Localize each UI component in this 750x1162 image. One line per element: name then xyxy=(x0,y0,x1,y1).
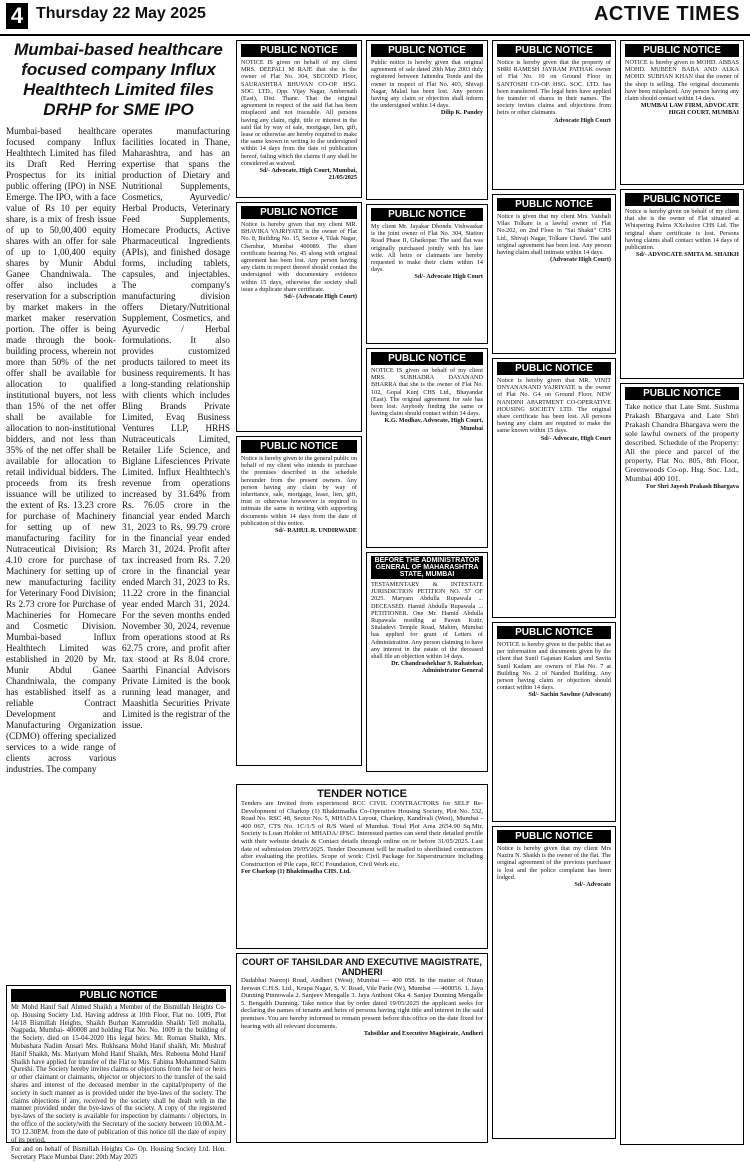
masthead: ACTIVE TIMES xyxy=(593,3,740,25)
public-notice: PUBLIC NOTICE NOTICE is hereby given to MOHD. ABBAS MOHD. MUBEEN BABA AND ALKA MOHD. SUBHAN KHAN that the owner of the shop is selling. The original documents have been misplaced. Any person having any claim should contact within 14 days. MUMBAI LAW FIRM, ADVOCATE HIGH COURT, MUMBAI xyxy=(620,40,744,185)
public-notice: PUBLIC NOTICE NOTICE is hereby given to the public that as per information and documents given by the client that Sunil Gajanan Kadam and Savita Sunil Kadam are owners of Flat No. 7 at Building No. 2 of Nanded Building. Any person having claim or objection should contact within 14 days. Sd/- Sachin Sawhne (Advocate) xyxy=(492,622,616,822)
notice-footer: For and on behalf of Bismillah Heights Co- Op. Housing Society Ltd. Hon. Secretary Place Mumbai Date: 20th May 2025 xyxy=(11,1146,226,1162)
tender-notice xyxy=(236,784,488,949)
lead-article xyxy=(6,40,231,980)
public-notice: PUBLIC NOTICE Notice is hereby given that MR. VINIT DNYANANAND VAJRIYATE is the owner of Flat No. G4 on Ground Floor, NEW NANDINI APARTMENT CO-OPERATIVE HOUSING SOCIETY LTD. The original share certificate has been lost. All persons having any claim are required to make the same known within 15 days. Sd/- Advocate, High Court xyxy=(492,358,616,618)
court-body: Dadabhai Naoroji Road, Andheri (West), Mumbai — 400 058. In the matter of Nutan Jeewan C.H.S. Ltd., Krupa Nagar, S. V. Road, Vile Parle (W), Mumbai — 400056. 1. Jaya Dunning Pinnowala 2. Sanjeev Mengalle 3. Jaya Anthoni Oka 4. Sanjay Dunning Mengalle 5. Bengalth Dunning. Take notice that by order dated 19/05/2025 the applicant seeks for declaring the names of tenants and heirs of persons having right title and interest in the said premises. You are hereby informed to remain present before this office on the date fixed for hearing with all relevant documents. xyxy=(241,977,483,1030)
public-notice: PUBLIC NOTICE NOTICE IS given on behalf of my client MRS. DEEPALI M RAJE that she is the owner of Flat No. 304, SECOND Floor, SAURASHTRA BHUVAN CO-OP. HSG. SOC. LTD., Opp. Vijay Nagar, Ambernath (East), Dist. Thane. That the original agreement in respect of the said flat has been misplaced and not traceable. All persons having any claim, right, title or interest in the said flat by way of sale, mortgage, lien, gift, lease or otherwise are hereby required to make the same known in writing to the undersigned within 14 days from the date of publication hereof, failing which the claims if any shall be considered as waived. Sd/- Advocate, High Court, Mumbai, 21/05/2025 xyxy=(236,40,362,198)
public-notice: PUBLIC NOTICE Notice is hereby given on behalf of my client that she is the owner of Flat situated at Whispering Palms XXclusive CHS Ltd. The original share certificate is lost. Persons having claims shall contact within 14 days of publication. Sd/- ADVOCATE SMITA M. SHAIKH xyxy=(620,189,744,379)
public-notice: PUBLIC NOTICE Notice is given that my client Mrs. Vaishali Vilas Tolkare is a lawful owner of Flat No.202, on 2nd Floor in "Sai Shakti" CHS Ltd., Shivaji Nagar, Tolkare Chawl. The said original agreement has been lost. Any person having claim shall intimate within 14 days. (Advocate High Court) xyxy=(492,194,616,354)
lead-body-col1: Mumbai-based healthcare focused company Influx Healthtech Limited has filed its Draft Red Herring Prospectus for its initial public offering (IPO) in NSE Emerge. The IPO, with a face value of Rs 10 per equity share, is a mix of fresh issue of up to 50,00,400 equity shares with an offer for sale of up to 1,00,400 equity shares by Munir Abdul Ganee Chandniwala. The offer also includes a reservation for a subscription by market makers in the market maker reservation portion. The offer is being made through the book-building process, wherein not more than 50% of the net offer shall be available for allocation to qualified institutional buyers, not less than 15% of the net offer shall be available for allocation to non-institutional bidders, and not less than 35% of the net offer shall be available for allocation to retail individual bidders. The proceeds from its fresh issuance will be utilized to the extent of Rs. 13.23 crore for purchase of Machinery for setting up of new manufacturing facility for Nutraceutical Division; Rs 4.10 crore for purchase of Machinery for setting up of new manufacturing facility for Veterinary Food Division; Rs 2.73 crore for Purchase of Machineries for Homecare and Cosmetic Division. Mumbai-based Influx Healthtech Limited was established in 2020 by Mr. Munir Abdul Ganee Chandniwala, the company has established itself as a reliable Contract Development and Manufacturing Organization (CDMO) offering specialized services to a wide range of clients across various industries. The company xyxy=(6,126,116,774)
court-title: COURT OF TAHSILDAR AND EXECUTIVE MAGISTRATE, ANDHERI xyxy=(242,957,482,977)
public-notice: PUBLIC NOTICE Notice is hereby given that my client MR. BHAVIKA VAJRIYATE is the owner of Flat No. 8, Building No. 15, Sector 4, Tilak Nagar, Chembur, Mumbai 400089. The share certificate bearing No. 45 along with original agreement has been lost. Any person having any claim in respect thereof should contact the undersigned with documentary evidence within 15 days, otherwise the society shall issue a duplicate share certificate. Sd/- (Advocate High Court) xyxy=(236,202,362,432)
administrator-general-notice: BEFORE THE ADMINISTRATOR GENERAL OF MAHARASHTRA STATE, MUMBAI TESTAMENTARY & INTESTATE JURISDICTION PETITION NO. 57 OF 2025. Maryam Abdulla Rupawala ... DECEASED. Hamid Abdulla Rupawala ... PETITIONER. One Mr. Hamid Abdulla Rupawala residing at Pawan Kutir, Sitaladevi Temple Road, Mahim, Mumbai has applied for grant of Letters of Administration. Any person claiming to have any interest in the estate of the deceased shall file an objection within 14 days. Dr. Chandrashekhar S. Rahatekar, Administrator General xyxy=(366,552,488,772)
public-notice: PUBLIC NOTICE Notice is hereby given that my client Mrs Nazira N. Shaikh is the owner of the flat. The original agreement of the previous purchaser is lost and the police complaint has been lodged. Sd/- Advocate xyxy=(492,826,616,1139)
public-notice: PUBLIC NOTICE Public notice is hereby given that original agreement of sale dated 20th May 2003 duly registered between Jaitendra Tonde and the owner in respect of Flat No. 403, Shivaji Nagar, Malad has been lost. Any person having any claim or objection shall inform the undersigned within 14 days. Dilip K. Pandey xyxy=(366,40,488,200)
tender-body: Tenders are Invited from experienced RCC CIVIL CONTRACTORS for SELF Re-Development of Charkop (1) Bhaktimadha Co-Operative Housing Society, Plot No. 532, Road No. RSC 48, Sector No. 5, MHADA Layout, Charkop, Kandivali (West), Mumbai - 400 067, CTS No. 1C/1/5 of R/S Ward of Mumbai. Total Plot Area 2654.90 Sq.Mtr. Society is Loan Holder of MHADA/ IFSC. Interested parties can send their detailed profile with their website details & Contact details through online on or before 31/05/2025. Last date of submission 29/05/2025. Tender Document will be mailed to shortlisted contractors after evaluating the profiles. Scope of work: Civil Package for Superstructure including Construction of Pile caps, RCC Foundation, Civil Work etc. xyxy=(241,800,483,868)
public-notice: PUBLIC NOTICE NOTICE IS given on behalf of my client MRS. SUBHADRA DAYANAND BHARRA that she is the owner of Flat No. 102, Gopal Kunj CHS Ltd., Bhayandar (East). The original agreement for sale has been lost. Anybody finding the same or having claim should contact within 14 days. K.G. Modhav, Advocate, High Court, Mumbai xyxy=(366,348,488,548)
lead-body-col2: operates manufacturing facilities located in Thane, Maharashtra, and has an expertise that spans the production of Dietary and Nutritional Supplements, Cosmetics, Ayurvedic/ Herbal Products, Veterinary Feed Supplements, Homecare Products, Active Pharmaceutical Ingredients (APIs), and finished dosage forms, including tablets, capsules, and injectables. The company's manufacturing division offers Dietary/Nutritional Supplement, Cosmetics, and Ayurvedic / Herbal formulations. It also provides customized products tailored to meet its business requirements. It has a long-standing relationship with clients which includes Bling Brands Private Limited, Evaq Business Ventures LLP, HRHS Nutraceuticals Limited, Retailer Life Science, and Biglane Lifesciences Private Limited. Influx Healthtech's revenue from operations increased by 31.64% from Rs. 76.05 crore in the financial year ended March 31, 2023 to Rs. 99.79 crore in the financial year ended March 31, 2024. Profit after tax increased from Rs. 7.20 crore in the financial year ended March 31, 2023 to Rs. 11.22 crore in the financial year ended March 31, 2024. For the seven months ended November 30, 2024, revenue from operations stood at Rs 62.75 crore, and profit after tax stood at Rs 8.04 crore. Saarthi Financial Advisors Private Limited is the book running lead manager, and Maashitla Securities Private Limited is the registrar of the issue. xyxy=(122,126,230,730)
public-notice: PUBLIC NOTICE Take notice that Late Smt. Sushma Prakash Bhargava and Late Shri Prakash Chandra Bhargava were the sole lawful owners of the property described. Schedule of the Property: All the piece and parcel of the property, Flat No. 805, 8th Floor, Greenwoods Co-op. Hsg. Soc. Ltd., Mumbai 400 101. For Shri Jayesh Prakash Bhargava xyxy=(620,383,744,1145)
page-header xyxy=(0,0,750,36)
notice-body: Mr Mohd Hanif Saif Ahmed Shaikh a Member of the Bismillah Heights Co-op. Housing Society Ltd. Having address at 10th Floor, Flat no. 1009, Plot 14/18 Bismillah Heights, Shaikh Burhan Kamruddin Shaikh Tell mohalla, Nagpada, Mumbai- 400008 and holding Flat No. No. 1009 in the building of the Society, died on 15-04-2020 His legal heirs: Mr. Roman Shaikh, Mrs. Mubashara Nadim Ansari Mrs. Rukhsana Mohd Hanif shaikh, Mr. Mushraf Hanif Shaikh, Ms. Mariyam Mohd Hanif Shaikh, Mrs. Rubeena Mohd Hanif Shaikh have applied for transfer of the Flat to Mrs. Fahima Mohammed Salim Qureshi. The Society hereby invites claims or objections from the heir or heirs or other claimant or claimants, objector or objectors to the transfer of the said shares and interest of the deceased member in the capital/property of the society in such manner as is provided under the bye-laws of the society. The claims objections if any, received by the society shall be dealt with in the manner provided under the bye-laws of the society. A copy of the registered bye-laws of the society is available for inspection by claimants / objectors, in the office of the society/with the Secretary of the society between 10.00A.M.-TO 12.30P.M. from the date of publication of this notice till the date of expiry of its period. xyxy=(11,1004,226,1144)
notice-title: PUBLIC NOTICE xyxy=(11,989,226,1002)
public-notice: PUBLIC NOTICE Notice is hereby given that the property of SHRI RAMESH JAYRAM PATHAK owner of Flat No. 10 on Ground Floor in SANTOSHI CO-OP. HSG. SOC. LTD. has been transferred. The legal heirs have applied for transfer of shares in their names. The society invites claims and objections from heirs or other claimants. Advocate High Court xyxy=(492,40,616,190)
court-footer: Tahsildar and Executive Magistrate, Andheri xyxy=(363,1030,483,1038)
page-number: 4 xyxy=(6,3,28,29)
public-notice: PUBLIC NOTICE Notice is hereby given to the general public on behalf of my client who intends to purchase the premises described in the schedule hereunder from the present owners. Any person having any claim by way of inheritance, sale, mortgage, lease, lien, gift, trust or otherwise howsoever is required to intimate the same in writing with supporting documents within 14 days from the date of publication of this notice. Sd/- RAHUL R. UNDIRWADE xyxy=(236,436,362,766)
tender-footer: For Charkop (1) Bhaktimadha CHS. Ltd. xyxy=(241,868,351,876)
tender-title: TENDER NOTICE xyxy=(317,788,407,800)
court-notice xyxy=(236,953,488,1143)
lead-headline: Mumbai-based healthcare focused company Influx Healthtech Limited files DRHP for SME IPO xyxy=(14,40,223,119)
notice-bismillah xyxy=(6,985,231,1162)
public-notice: PUBLIC NOTICE My client Mr. Jayakar Dhondu Vishwaskar is the joint owner of Flat No. 304, Station Road Phase II, Ghatkopar. The said flat was originally purchased jointly with his late wife. All heirs or claimants are hereby requested to make their claim within 14 days. Sd/- Advocate High Court xyxy=(366,204,488,344)
issue-date: Thursday 22 May 2025 xyxy=(36,5,206,22)
